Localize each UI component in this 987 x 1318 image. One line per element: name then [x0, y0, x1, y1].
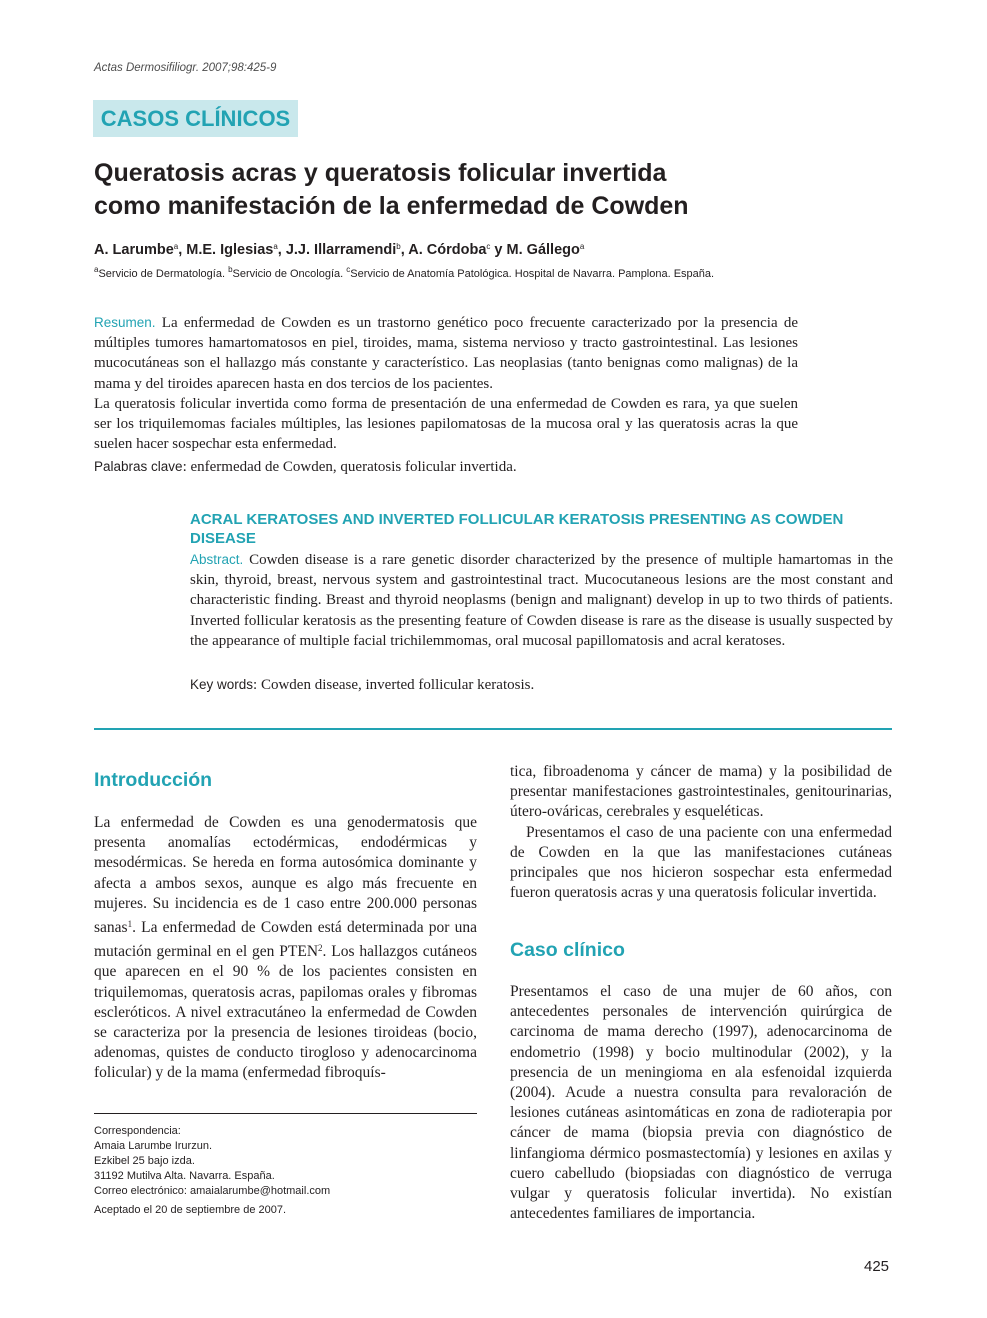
case-heading: Caso clínico: [510, 939, 625, 961]
keywords-es: [94, 459, 517, 476]
page-number: 425: [864, 1258, 890, 1275]
accepted-date: Aceptado el 20 de septiembre de 2007.: [94, 1204, 287, 1216]
affiliation-text: Servicio de Oncología.: [232, 268, 347, 280]
keywords-es-label: Palabras clave: [94, 459, 183, 474]
author-name: A. Larumbe: [94, 242, 174, 258]
author-affiliation-mark: c: [486, 242, 491, 251]
author-conjunction: y: [494, 242, 503, 258]
correspondence-address-2: 31192 Mutilva Alta. Navarra. España.: [94, 1170, 275, 1182]
correspondence-name: Amaia Larumbe Irurzun.: [94, 1140, 212, 1152]
intro-continuation: [510, 762, 892, 903]
resumen-text: La enfermedad de Cowden es un trastorno genético poco frecuente caracterizado por la presencia de múltiples tumores hamartomatosos en piel, tiroides, mama, sistema nervioso y tracto gastrointestinal. Las lesiones mucocutáneas son el hallazgo más constante y característico. Las neoplasias (tanto benignas como malignas) de la mama y del tiroides aparecen hasta en dos tercios de los pacientes.: [94, 315, 799, 392]
title-line-1: Queratosis acras y queratosis folicular invertida: [94, 159, 667, 187]
abstract-label: Abstract.: [190, 552, 244, 567]
intro-paragraph-1: [94, 813, 477, 1084]
affiliation-mark: b: [228, 265, 233, 274]
title-line-2: como manifestación de la enfermedad de Cowden: [94, 192, 689, 220]
section-badge: CASOS CLÍNICOS: [93, 100, 298, 137]
section-divider: [94, 728, 892, 730]
keywords-en-text: : Cowden disease, inverted follicular keratosis.: [253, 677, 535, 693]
resumen-paragraph-1: [94, 313, 798, 394]
keywords-en-label: Key words: [190, 677, 254, 692]
affiliations: [94, 265, 714, 280]
affiliation-text: Servicio de Anatomía Patológica. Hospital de Navarra. Pamplona. España.: [350, 268, 715, 280]
intro-text-c: . Los hallazgos cutáneos que aparecen en el 90 % de los pacientes consisten en triquilemomas, queratosis acras, papilomas orales y fibromas escleróticos. A nivel extracutáneo la enfermedad de Cowden se caracteriza por la presencia de lesiones tiroideas (bocio, adenomas, quistes de conducto tirogloso y adenocarcinoma folicular) y de la mama (enfermedad fibroquís-: [94, 943, 478, 1082]
author-affiliation-mark: a: [579, 242, 585, 251]
affiliation-mark: a: [94, 265, 99, 274]
resumen-block: [94, 313, 798, 454]
keywords-en: [190, 677, 534, 694]
article-title: [94, 157, 854, 223]
footnote-rule: [94, 1113, 477, 1114]
intro-heading: Introducción: [94, 769, 213, 791]
author-affiliation-mark: a: [273, 242, 278, 251]
intro-text-a: La enfermedad de Cowden es una genodermatosis que presenta anomalías ectodérmicas, endodérmicas y mesodérmicas. Se hereda en forma autosómica dominante y afecta a ambos sexos, aunque es algo más frecuente en mujeres. Su incidencia es de 1 caso entre 200.000 personas sanas: [94, 814, 477, 937]
author-affiliation-mark: a: [173, 242, 179, 251]
correspondence-block: [94, 1124, 330, 1199]
author-name: J.J. Illarramendi: [285, 242, 397, 258]
english-title: ACRAL KERATOSES AND INVERTED FOLLICULAR KERATOSIS PRESENTING AS COWDEN DISEASE: [190, 511, 844, 547]
author-name: M. Gállego: [506, 242, 580, 258]
reference-1: 1: [127, 919, 133, 930]
reference-2: 2: [318, 943, 323, 954]
intro-continuation-text: tica, fibroadenoma y cáncer de mama) y la posibilidad de presentar manifestaciones gastrointestinales, genitourinarias, útero-ováricas, cerebrales y esqueléticas.: [510, 763, 892, 821]
intro-paragraph-2: Presentamos el caso de una paciente con una enfermedad de Cowden en la que las manifestaciones cutáneas principales que nos hicieron sospechar esta enfermedad fueron queratosis acras y una queratosis folicular invertida.: [510, 823, 892, 902]
affiliation-mark: c: [346, 265, 351, 274]
correspondence-address-1: Ezkibel 25 bajo izda.: [94, 1155, 195, 1167]
author-list: A. Larumbe$^a$, M.E. Iglesias$^a$, J.J. Illarramendi$^b$, A. Córdoba$^c$ y M. Gállego$^a$: [94, 242, 585, 258]
author-affiliation-mark: b: [396, 242, 401, 251]
abstract-paragraph: [190, 550, 893, 651]
resumen-paragraph-2: La queratosis folicular invertida como forma de presentación de una enfermedad de Cowden es rara, ya que suelen ser los triquilemomas faciales múltiples, las lesiones papilomatosas de la mucosa oral y las queratosis acras la que suelen hacer sospechar esta enfermedad.: [94, 395, 798, 453]
correspondence-label: Correspondencia:: [94, 1125, 181, 1137]
resumen-label: Resumen.: [94, 315, 156, 330]
keywords-es-text: : enfermedad de Cowden, queratosis folicular invertida.: [182, 459, 517, 475]
journal-reference: Actas Dermosifiliogr. 2007;98:425-9: [94, 62, 277, 74]
abstract-text: Cowden disease is a rare genetic disorder characterized by the presence of multiple hamartomas in the skin, thyroid, breast, nervous system and gastrointestinal tract. Mucocutaneous lesions are the most constant and characteristic finding. Breast and thyroid neoplasms (benign and malignant) develop in up to two thirds of patients. Inverted follicular keratosis as the presenting feature of Cowden disease is rare as the disease is usually suspected by the appearance of multiple facial trichilemmomas, oral mucosal papillomatosis and acral keratoses.: [190, 552, 894, 649]
case-paragraph: [510, 982, 892, 1224]
author-name: M.E. Iglesias: [186, 242, 274, 258]
case-text: Presentamos el caso de una mujer de 60 años, con antecedentes personales de intervención quirúrgica de carcinoma de mama derecho (1997), adenocarcinoma de endometrio (1998) y bocio multinodular (2002), y la presencia de un meningioma en ala esfenoidal izquierda (2004). Acude a nuestra consulta para revaloración de lesiones cutáneas asintomáticas en zona de radioterapia por cáncer de mama (biopsia previa con diagnóstico de linfangioma dérmico posmastectomía) y lesiones en axilas y cuero cabelludo (biopsiadas con diagnóstico de verruga vulgar y queratosis folicular invertida). No existían antecedentes familiares de importancia.: [510, 983, 892, 1223]
affiliation-text: Servicio de Dermatología.: [98, 268, 229, 280]
correspondence-email: Correo electrónico: amaialarumbe@hotmail.com: [94, 1185, 331, 1197]
intro-text-b: . La enfermedad de Cowden está determinada por una mutación germinal en el gen PTEN: [94, 919, 477, 961]
author-name: A. Córdoba: [408, 242, 487, 258]
abstract-block: [190, 550, 893, 651]
